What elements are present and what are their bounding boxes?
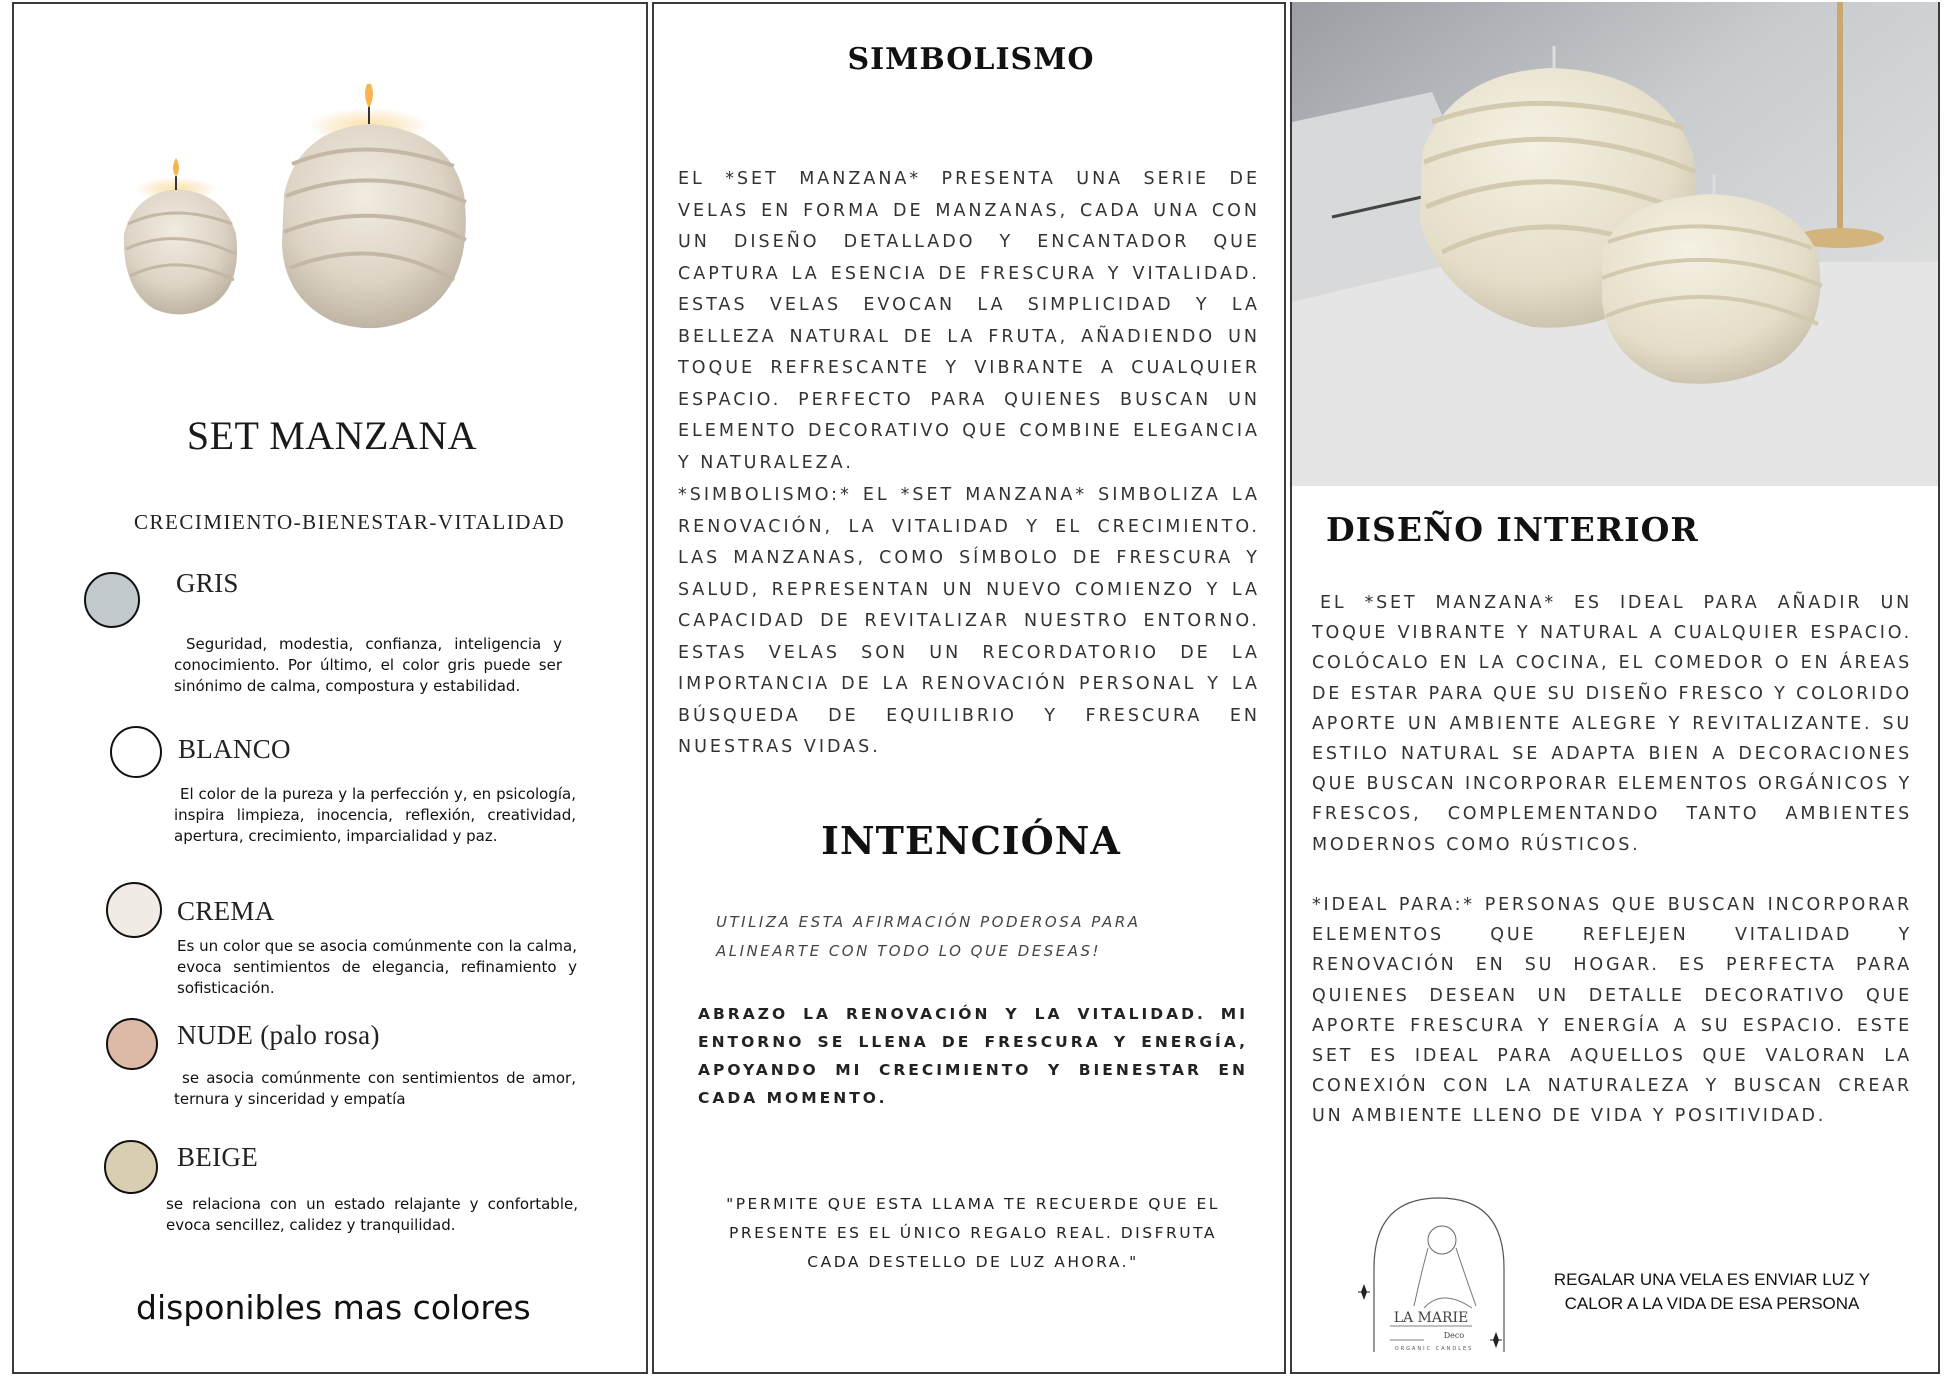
more-colors-note: disponibles mas colores [136,1288,531,1327]
swatch-nude [106,1018,158,1070]
candles-photo [1292,2,1940,486]
symbolism-paragraph-1: EL *SET MANZANA* PRESENTA UNA SERIE DE VELAS EN FORMA DE MANZANAS, CADA UNA CON UN DISEÑO DETALLADO Y ENCANTADOR QUE CAPTURA LA ESENCIA DE FRESCURA Y VITALIDAD. ESTAS VELAS EVOCAN LA SIMPLICIDAD Y LA BELLEZA NATURAL DE LA FRUTA, AÑADIENDO UN TOQUE REFRESCANTE Y VIBRANTE A CUALQUIER ESPACIO. PERFECTO PARA QUIENES BUSCAN UN ELEMENTO DECORATIVO QUE COMBINE ELEGANCIA Y NATURALEZA. [678,169,1260,473]
color-desc-gris: Seguridad, modestia, confianza, inteligencia y conocimiento. Por último, el color gris puede ser sinónimo de calma, compostura y estabilidad. [174,635,562,695]
logo-brand: LA MARIE [1393,1310,1469,1326]
swatch-gris [84,572,140,628]
color-desc-beige: se relaciona con un estado relajante y confortable, evoca sencillez, calidez y tranquilidad. [166,1195,578,1234]
interior-title: DISEÑO INTERIOR [1326,510,1699,549]
set-subtitle: CRECIMIENTO-BIENESTAR-VITALIDAD [134,510,566,534]
intention-affirmation: ABRAZO LA RENOVACIÓN Y LA VITALIDAD. MI ENTORNO SE LLENA DE FRESCURA Y ENERGÍA, APOYANDO MI CRECIMIENTO Y BIENESTAR EN CADA MOMENTO. [698,1005,1248,1107]
intention-intro: UTILIZA ESTA AFIRMACIÓN PODEROSA PARA ALINEARTE CON TODO LO QUE DESEAS! [716,913,1141,960]
candles-image [114,84,584,404]
interior-paragraph-2: *IDEAL PARA:* PERSONAS QUE BUSCAN INCORPORAR ELEMENTOS QUE REFLEJEN VITALIDAD Y RENOVACIÓN EN SU HOGAR. ES PERFECTA PARA QUIENES DESEAN UN DETALLE DECORATIVO QUE APORTE FRESCURA Y ENERGÍA A SU ESPACIO. ESTE SET ES IDEAL PARA AQUELLOS QUE VALORAN LA CONEXIÓN CON LA NATURALEZA Y BUSCAN CREAR UN AMBIENTE LLENO DE VIDA Y POSITIVIDAD. [1312,895,1912,1127]
swatch-crema [106,882,162,938]
color-desc-blanco: El color de la pureza y la perfección y, en psicología, inspira limpieza, inocencia, reflexión, creatividad, apertura, crecimiento, imparcialidad y paz. [174,785,576,845]
color-desc-nude: se asocia comúnmente con sentimientos de amor, ternura y sinceridad y empatía [174,1069,576,1108]
right-panel [1290,2,1940,1374]
intention-quote: "PERMITE QUE ESTA LLAMA TE RECUERDE QUE EL PRESENTE ES EL ÚNICO REGALO REAL. DISFRUTA CADA DESTELLO DE LUZ AHORA." [726,1195,1220,1271]
swatch-blanco [110,726,162,778]
intention-title: INTENCIÓNA [821,818,1121,863]
color-desc-crema: Es un color que se asocia comúnmente con la calma, evoca sentimientos de elegancia, refinamiento y sofisticación. [177,937,577,997]
color-name-beige: BEIGE [177,1142,258,1172]
gift-message: REGALAR UNA VELA ES ENVIAR LUZ Y CALOR A LA VIDA DE ESA PERSONA [1553,1270,1871,1313]
interior-paragraph-1: EL *SET MANZANA* ES IDEAL PARA AÑADIR UN TOQUE VIBRANTE Y NATURAL A CUALQUIER ESPACIO. COLÓCALO EN LA COCINA, EL COMEDOR O EN ÁREAS DE ESTAR PARA QUE SU DISEÑO FRESCO Y COLORIDO APORTE UN AMBIENTE ALEGRE Y REVITALIZANTE. SU ESTILO NATURAL SE ADAPTA BIEN A DECORACIONES QUE BUSCAN INCORPORAR ELEMENTOS ORGÁNICOS Y FRESCOS, COMPLEMENTANDO TANTO AMBIENTES MODERNOS COMO RÚSTICOS. [1312,593,1912,855]
symbolism-paragraph-2: *SIMBOLISMO:* EL *SET MANZANA* SIMBOLIZA LA RENOVACIÓN, LA VITALIDAD Y EL CRECIMIENTO. LAS MANZANAS, COMO SÍMBOLO DE FRESCURA Y SALUD, REPRESENTAN UN NUEVO COMIENZO Y LA CAPACIDAD DE REVITALIZAR NUESTRO ENTORNO. ESTAS VELAS SON UN RECORDATORIO DE LA IMPORTANCIA DE LA RENOVACIÓN PERSONAL Y LA BÚSQUEDA DE EQUILIBRIO Y FRESCURA EN NUESTRAS VIDAS. [678,485,1260,757]
symbolism-title: SIMBOLISMO [847,42,1095,77]
logo-arch-icon [1354,1188,1524,1356]
color-name-crema: CREMA [177,896,275,926]
color-name-blanco: BLANCO [178,734,291,764]
set-title: SET MANZANA [186,413,478,458]
brand-logo [1354,1188,1524,1356]
color-name-nude: NUDE (palo rosa) [177,1020,380,1050]
swatch-beige [104,1140,158,1194]
color-name-gris: GRIS [176,568,239,598]
left-panel [12,2,648,1374]
middle-panel [652,2,1286,1374]
logo-tagline: ORGANIC CANDLES [1394,1346,1474,1352]
logo-sub: Deco [1443,1331,1465,1340]
